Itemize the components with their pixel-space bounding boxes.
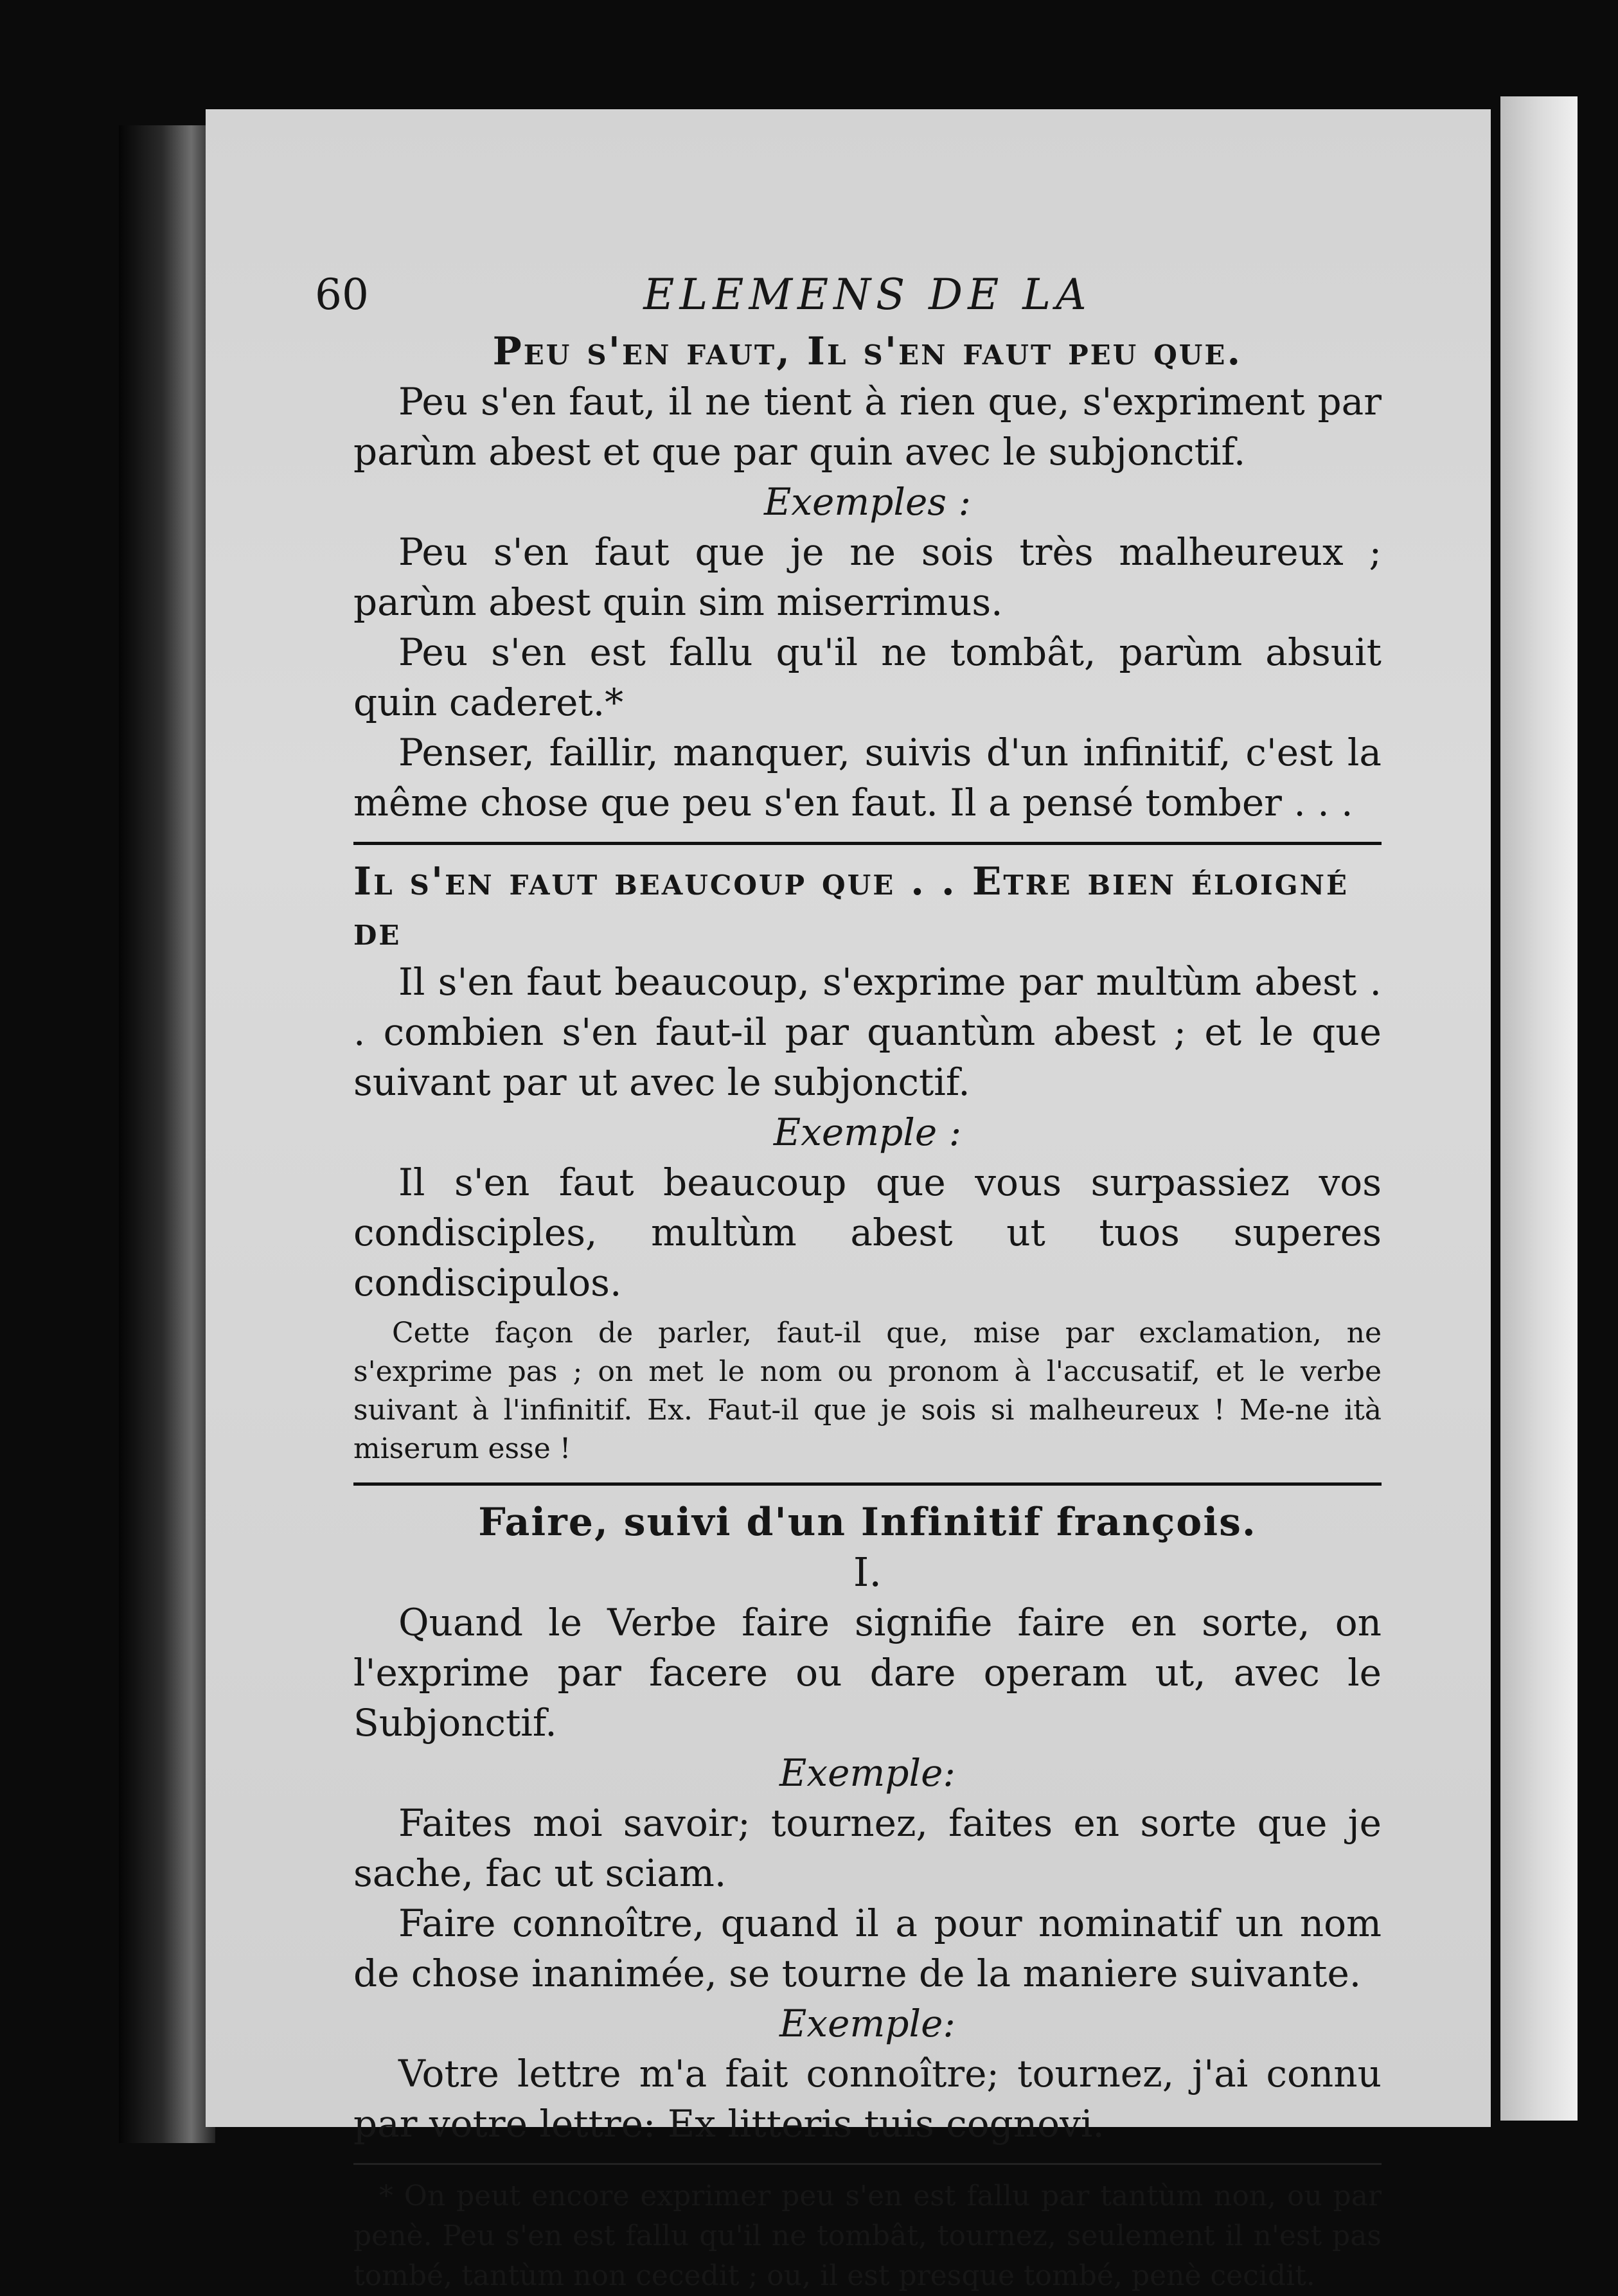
example-text: Faites moi savoir; tournez, faites en sorte que je sache, fac ut sciam. [353,1801,1382,1895]
book-binding [119,125,215,2143]
footnote: * On peut encore exprimer peu s'en est fallu par tantùm non, ou par penè. Peu s'en est fallu qu'il ne tombât, tournez, seulement il n'est pas tombé, tantùm non cecedit ; ou, il est presque tombé, penè cecidit. [353,2180,1382,2292]
example-label: Exemple : [773,1110,962,1154]
book-page [206,109,1491,2292]
example-text: Penser, faillir, manquer, suivis d'un infinitif, c'est la même chose que peu s'en faut. Il a pensé tomber . . . [353,731,1382,824]
example-text: Il s'en faut beaucoup que vous surpassiez vos condisciples, multùm abest ut tuos superes condiscipulos. [353,1161,1382,1304]
section-intro: Peu s'en faut, il ne tient à rien que, s'expriment par parùm abest et que par quin avec le subjonctif. [353,380,1382,474]
page-text [315,263,1382,2296]
page-number: 60 [315,270,369,319]
running-title: ELEMENS DE LA [643,270,1092,319]
section-intro: Il s'en faut beaucoup, s'exprime par multùm abest . . combien s'en faut-il par quantùm abest ; et le que suivant par ut avec le subjonctif. [353,960,1382,1104]
page-header [315,263,1382,323]
example-text: Peu s'en faut que je ne sois très malheureux ; parùm abest quin sim miserrimus. [353,530,1382,624]
section-number: I. [853,1549,882,1596]
footnote-divider [353,2163,1382,2165]
rule-text: Faire connoître, quand il a pour nominatif un nom de chose inanimée, se tourne de la maniere suivante. [353,1901,1382,1995]
example-text: Peu s'en est fallu qu'il ne tombât, parùm absuit quin caderet.* [353,630,1382,724]
section-heading-il-sen-faut-beaucoup: Il s'en faut beaucoup que . . Etre bien éloigné de [353,859,1349,954]
section-divider [353,842,1382,845]
section-heading-peu-sen-faut: Peu s'en faut, Il s'en faut peu que. [492,329,1243,374]
facing-page-edge [1500,96,1578,2121]
example-label: Exemple: [779,1751,956,1795]
section-heading-faire: Faire, suivi d'un Infinitif françois. [478,1500,1257,1545]
examples-label: Exemples : [763,480,972,524]
example-label: Exemple: [779,2002,956,2045]
section-note: Cette façon de parler, faut-il que, mise par exclamation, ne s'exprime pas ; on met le nom ou pronom à l'accusatif, et le verbe suivant à l'infinitif. Ex. Faut-il que je sois si malheureux ! Me-ne ità miserum esse ! [353,1317,1382,1465]
example-text: Votre lettre m'a fait connoître; tournez, j'ai connu par votre lettre: Ex litteris tuis cognovi. [353,2052,1382,2146]
section-intro: Quand le Verbe faire signifie faire en sorte, on l'exprime par facere ou dare operam ut, avec le Subjonctif. [353,1601,1382,1745]
section-divider [353,1482,1382,1486]
